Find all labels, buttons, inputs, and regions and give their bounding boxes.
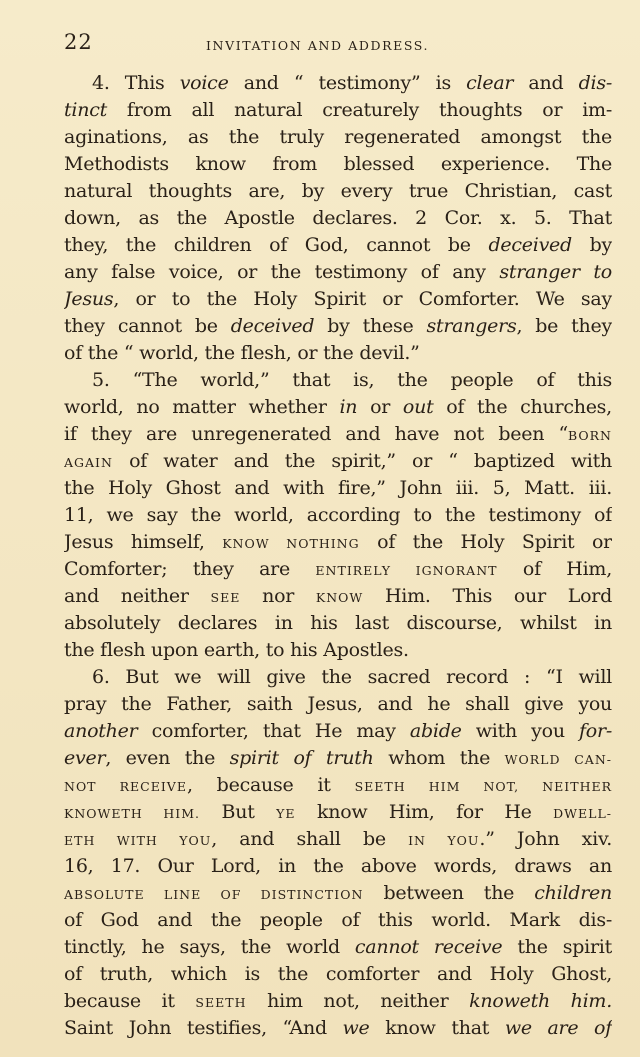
text-segment: absolutely declares in his last discourse, whilst in (64, 612, 612, 634)
text-line (64, 691, 612, 718)
small-caps-text: ETH WITH YOU (64, 833, 212, 848)
text-segment: of truth, which is the comforter and Holy Ghost, (64, 963, 612, 985)
italic-text: dis- (578, 72, 612, 94)
small-caps-text: WORLD CAN- (504, 752, 612, 767)
text-segment: , and shall be (211, 828, 409, 850)
text-segment: by these (314, 315, 427, 337)
small-caps-text: IN YOU (408, 833, 480, 848)
text-line (64, 637, 612, 664)
italic-text: we are of (504, 1017, 612, 1039)
text-segment: by (571, 234, 612, 256)
text-line (64, 97, 612, 124)
italic-text: spirit of truth (229, 747, 374, 769)
italic-text: ever (64, 747, 106, 769)
text-line (64, 718, 612, 745)
small-caps-text: KNOW NOTHING (222, 536, 360, 551)
italic-text: deceived (230, 315, 315, 337)
text-line (64, 961, 612, 988)
text-segment: they cannot be (64, 315, 231, 337)
italic-text: knoweth him. (469, 990, 612, 1012)
text-segment: 11, we say the world, according to the testimony of (64, 504, 612, 526)
page-header (64, 30, 612, 60)
text-segment: because it (64, 990, 196, 1012)
text-line (64, 1015, 612, 1042)
text-segment: , even the (105, 747, 230, 769)
text-line (64, 934, 612, 961)
text-line (64, 826, 612, 853)
text-segment: But (200, 801, 277, 823)
text-line (64, 394, 612, 421)
italic-text: abide (409, 720, 462, 742)
italic-text: tinct (64, 99, 107, 121)
text-line (64, 151, 612, 178)
text-segment: 6. But we will give the sacred record : “I will (92, 666, 612, 688)
text-segment: know that (369, 1017, 505, 1039)
text-segment: Jesus himself, (64, 531, 223, 553)
text-segment: of God and the people of this world. Mark dis- (64, 909, 612, 931)
text-line (64, 907, 612, 934)
text-line (64, 556, 612, 583)
text-segment: and “ testimony” is (228, 72, 467, 94)
text-line (64, 475, 612, 502)
text-segment: from all natural creaturely thoughts or im- (106, 99, 612, 121)
page-number: 22 (64, 30, 93, 54)
text-segment: tinctly, he says, the world (64, 936, 355, 958)
text-segment: between the (363, 882, 535, 904)
text-segment: , because it (186, 774, 355, 796)
small-caps-text: AGAIN (64, 455, 113, 470)
italic-text: stranger to (499, 261, 612, 283)
small-caps-text: YE (276, 806, 296, 821)
text-segment: they, the children of God, cannot be (64, 234, 489, 256)
text-segment: of the churches, (433, 396, 612, 418)
small-caps-text: SEETH HIM NOT, NEITHER (354, 779, 612, 794)
text-segment: of water and the spirit,” or “ baptized with (112, 450, 612, 472)
text-segment: and (513, 72, 579, 94)
text-line (64, 178, 612, 205)
italic-text: deceived (488, 234, 572, 256)
text-line (64, 610, 612, 637)
text-line (64, 448, 612, 475)
italic-text: for- (579, 720, 612, 742)
text-line (64, 988, 612, 1015)
text-line (64, 745, 612, 772)
text-segment: whom the (373, 747, 505, 769)
text-segment: any false voice, or the testimony of any (64, 261, 500, 283)
text-line (64, 880, 612, 907)
text-line (64, 502, 612, 529)
text-segment: comforter, that He may (137, 720, 410, 742)
text-segment: of the Holy Spirit or (359, 531, 612, 553)
text-segment: 4. This (92, 72, 180, 94)
text-segment: .” John xiv. (479, 828, 612, 850)
text-line (64, 124, 612, 151)
text-segment: or (357, 396, 403, 418)
small-caps-text: NOT RECEIVE (64, 779, 187, 794)
text-line (64, 799, 612, 826)
text-line (64, 853, 612, 880)
text-line (64, 232, 612, 259)
text-segment: the Holy Ghost and with fire,” John iii. 5, Matt. iii. (64, 477, 612, 499)
text-line (64, 313, 612, 340)
text-line (64, 205, 612, 232)
text-segment: the spirit (502, 936, 612, 958)
text-segment: with you (461, 720, 580, 742)
small-caps-text: ENTIRELY IGNORANT (315, 563, 498, 578)
text-segment: Him. This our Lord (363, 585, 612, 607)
small-caps-text: SEE (210, 590, 241, 605)
text-segment: 5. “The world,” that is, the people of this (92, 369, 612, 391)
text-segment: down, as the Apostle declares. 2 Cor. x. 5. That (64, 207, 612, 229)
text-segment: natural thoughts are, by every true Christian, cast (64, 180, 612, 202)
small-caps-text: KNOW (315, 590, 364, 605)
text-line (64, 529, 612, 556)
text-line (64, 259, 612, 286)
text-line (64, 664, 612, 691)
italic-text: voice (179, 72, 229, 94)
text-segment: 16, 17. Our Lord, in the above words, draws an (64, 855, 612, 877)
small-caps-text: BORN (567, 428, 612, 443)
text-line (64, 286, 612, 313)
text-segment: if they are unregenerated and have not been “ (64, 423, 568, 445)
text-segment: the flesh upon earth, to his Apostles. (64, 639, 409, 661)
text-line (64, 70, 612, 97)
text-segment: know Him, for He (295, 801, 554, 823)
text-line (64, 367, 612, 394)
text-line (64, 583, 612, 610)
italic-text: clear (466, 72, 514, 94)
text-segment: him not, neither (246, 990, 470, 1012)
text-segment: Methodists know from blessed experience. The (64, 153, 612, 175)
italic-text: Jesus (64, 288, 114, 310)
text-segment: and neither (64, 585, 211, 607)
running-title: INVITATION AND ADDRESS. (206, 38, 430, 53)
small-caps-text: SEETH (195, 995, 247, 1010)
italic-text: children (534, 882, 612, 904)
small-caps-text: DWELL- (553, 806, 612, 821)
text-segment: Saint John testifies, “And (64, 1017, 343, 1039)
body-text (64, 70, 612, 1042)
italic-text: strangers (426, 315, 517, 337)
text-line (64, 340, 612, 367)
small-caps-text: ABSOLUTE LINE OF DISTINCTION (64, 887, 364, 902)
text-segment: , be they (516, 315, 612, 337)
italic-text: another (64, 720, 138, 742)
text-segment: , or to the Holy Spirit or Comforter. We say (113, 288, 612, 310)
text-segment: world, no matter whether (64, 396, 340, 418)
text-line (64, 772, 612, 799)
italic-text: cannot receive (354, 936, 503, 958)
italic-text: out (402, 396, 434, 418)
italic-text: in (339, 396, 358, 418)
text-segment: nor (240, 585, 316, 607)
text-segment: of Him, (497, 558, 612, 580)
text-segment: aginations, as the truly regenerated amongst the (64, 126, 612, 148)
text-segment: pray the Father, saith Jesus, and he shall give you (64, 693, 612, 715)
italic-text: we (342, 1017, 370, 1039)
text-line (64, 421, 612, 448)
small-caps-text: KNOWETH HIM. (64, 806, 201, 821)
text-segment: Comforter; they are (64, 558, 316, 580)
text-segment: of the “ world, the flesh, or the devil.” (64, 342, 420, 364)
